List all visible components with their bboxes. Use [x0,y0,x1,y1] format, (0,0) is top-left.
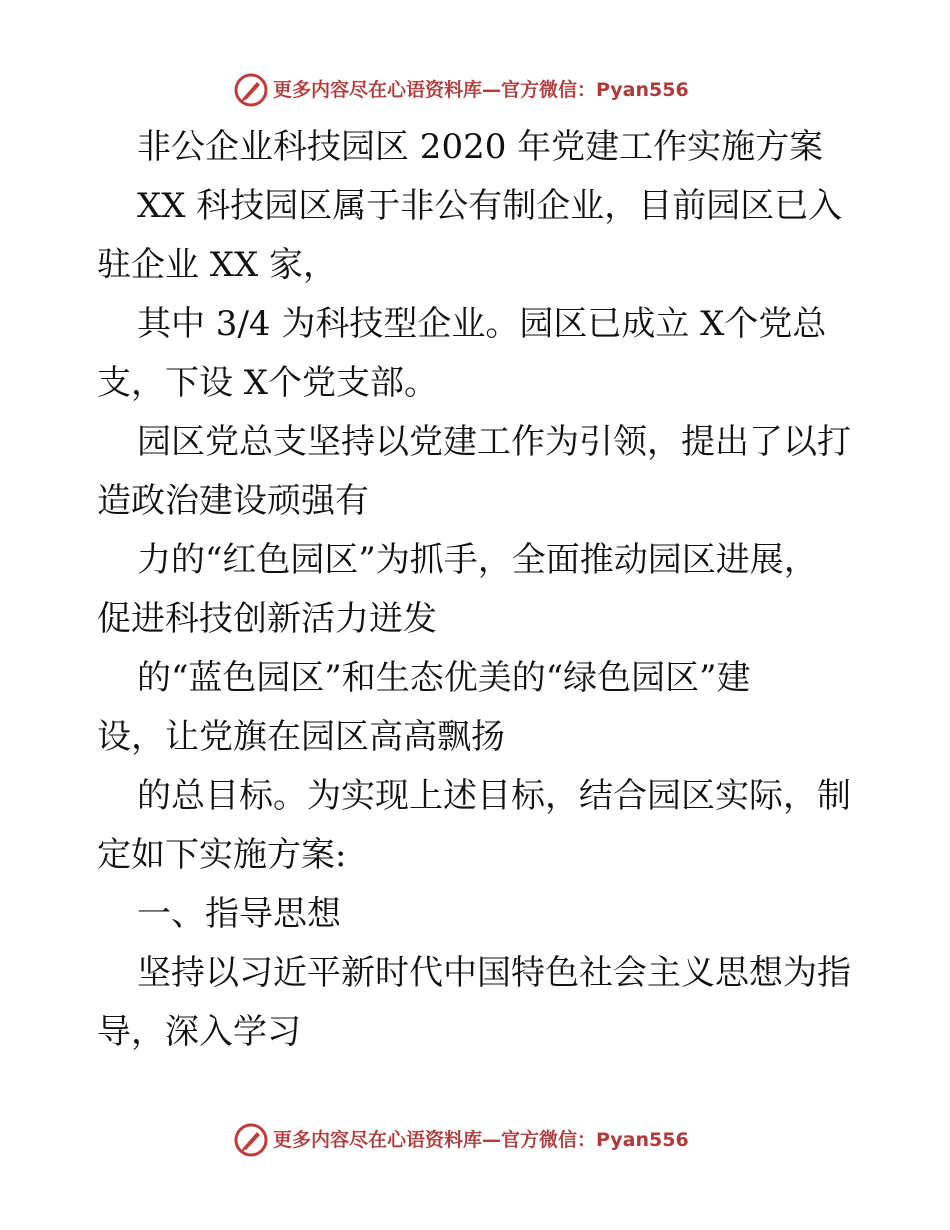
paragraph-line: XX 科技园区属于非公有制企业，目前园区已入 [137,186,843,226]
paragraph-line: 的“蓝色园区”和生态优美的“绿色园区”建 [137,658,751,698]
paragraph-line: 造政治建设顽强有 [97,481,369,521]
paragraph-line: 促进科技创新活力迸发 [97,599,437,639]
banner-lead: 更多内容尽在心语资料库 [273,1128,483,1151]
paragraph-line: 坚持以习近平新时代中国特色社会主义思想为指 [137,953,851,993]
paragraph-line: 定如下实施方案: [97,835,347,875]
paragraph-line: 园区党总支坚持以党建工作为引领，提出了以打 [137,422,851,462]
paragraph-line: 力的“红色园区”为抓手，全面推动园区进展， [137,540,818,580]
banner-wechat: —官方微信：Pyan556 [482,1128,689,1151]
document-body [97,118,857,1062]
paragraph-line: 设，让党旗在园区高高飘扬 [97,717,505,757]
paragraph-line: 支，下设 X个党支部。 [97,363,439,403]
paragraph-line: 驻企业 XX 家， [97,245,338,285]
banner-text [273,78,689,101]
paragraph-line: 导，深入学习 [97,1012,301,1052]
document-title: 非公企业科技园区 2020 年党建工作实施方案 [137,127,824,167]
banner-text [273,1128,689,1151]
paragraph-line: 的总目标。为实现上述目标，结合园区实际，制 [137,776,851,816]
paragraph-line: 其中 3/4 为科技型企业。园区已成立 X个党总 [137,304,827,344]
footer-watermark-banner [233,1120,753,1160]
banner-lead: 更多内容尽在心语资料库 [273,78,483,101]
quill-in-circle-icon [233,72,269,108]
banner-wechat: —官方微信：Pyan556 [482,78,689,101]
header-watermark-banner [233,70,753,110]
quill-in-circle-icon [233,1122,269,1158]
section-heading: 一、指导思想 [137,894,341,934]
